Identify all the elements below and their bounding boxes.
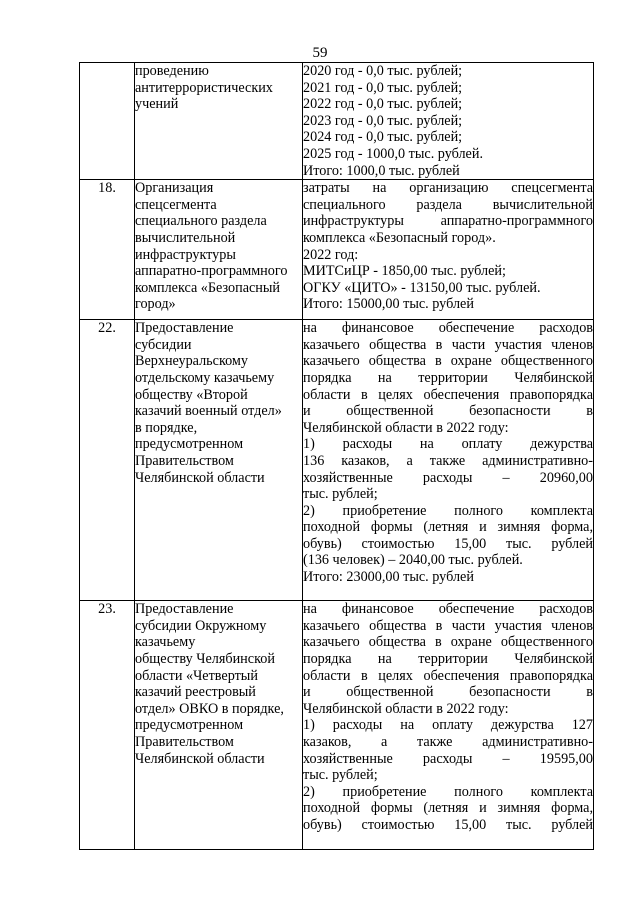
funding-line: порядка на территории Челябинской (303, 369, 593, 386)
funding-line: тыс. рублей; (303, 486, 378, 503)
funding-line: Итого: 23000,00 тыс. рублей (303, 569, 474, 586)
measure-name-line: обществу Челябинской (135, 650, 275, 667)
measure-name-line: Правительством (135, 733, 234, 750)
funding-line: МИТСиЦР - 1850,00 тыс. рублей; (303, 263, 506, 280)
funding-line: походной формы (летняя и зимняя форма, (303, 800, 593, 817)
funding-line: и общественной безопасности в (303, 684, 593, 701)
funding-line: походной формы (летняя и зимняя форма, (303, 519, 593, 536)
measure-name-cell (135, 180, 303, 320)
funding-line: казачьего общества в охране общественного (303, 353, 593, 370)
row-number: 22. (80, 320, 135, 601)
measure-name-line: вычислительной (135, 229, 236, 246)
funding-line: специального раздела вычислительной (303, 196, 593, 213)
funding-line: Челябинской области в 2022 году: (303, 419, 509, 436)
measure-name-line: субсидии (135, 336, 192, 353)
measure-name-line: аппаратно-программного (135, 263, 288, 280)
measure-name-cell (135, 601, 303, 850)
measure-name-cell (135, 320, 303, 601)
measure-name-line: Предоставление (135, 601, 234, 618)
table-row (80, 320, 594, 601)
funding-line: области в целях обеспечения правопорядка (303, 667, 593, 684)
measure-name-line: инфраструктуры (135, 246, 236, 263)
table-row (80, 63, 594, 180)
measure-name-line: учений (135, 96, 179, 113)
funding-line: порядка на территории Челябинской (303, 650, 593, 667)
funding-line: 2022 год: (303, 246, 359, 263)
table-row (80, 601, 594, 850)
funding-line: Итого: 1000,0 тыс. рублей (303, 162, 460, 179)
measure-name-line: город» (135, 296, 176, 313)
funding-line: казаков, а также административно- (303, 733, 593, 750)
funding-line: 2021 год - 0,0 тыс. рублей; (303, 79, 463, 96)
funding-line: хозяйственные расходы – 19595,00 (303, 750, 593, 767)
funding-line: 2023 год - 0,0 тыс. рублей; (303, 112, 463, 129)
page-number: 59 (312, 45, 328, 61)
funding-line: 2020 год - 0,0 тыс. рублей; (303, 63, 463, 79)
measure-name-line: казачьему (135, 634, 196, 651)
funding-description-cell (303, 320, 594, 601)
measure-name-line: специального раздела (135, 213, 267, 230)
measure-name-line: казачий реестровый (135, 684, 256, 701)
row-number (80, 63, 135, 180)
funding-line: ОГКУ «ЦИТО» - 13150,00 тыс. рублей. (303, 279, 541, 296)
row-number: 23. (80, 601, 135, 850)
measure-name-line: предусмотренном (135, 436, 244, 453)
measure-name-line: казачий военный отдел» (135, 403, 282, 420)
measures-table (79, 62, 594, 850)
row-number: 18. (80, 180, 135, 320)
measure-name-line: Челябинской области (135, 469, 265, 486)
funding-line: 2024 год - 0,0 тыс. рублей; (303, 129, 463, 146)
funding-line: хозяйственные расходы – 20960,00 (303, 469, 593, 486)
measure-name-line: в порядке, (135, 419, 198, 436)
funding-line: казачьего общества в части участия членов (303, 336, 593, 353)
measure-name-cell (135, 63, 303, 180)
funding-line: на финансовое обеспечение расходов (303, 601, 593, 618)
funding-line: тыс. рублей; (303, 767, 378, 784)
funding-line: 2025 год - 1000,0 тыс. рублей. (303, 145, 483, 162)
measure-name-line: Предоставление (135, 320, 234, 337)
funding-line: инфраструктуры аппаратно-программного (303, 213, 593, 230)
measure-name-line: субсидии Окружному (135, 617, 267, 634)
funding-line: обувь) стоимостью 15,00 тыс. рублей (303, 816, 593, 833)
measure-name-line: отдел» ОВКО в порядке, (135, 700, 284, 717)
funding-line: 2022 год - 0,0 тыс. рублей; (303, 96, 463, 113)
measure-name-line: обществу «Второй (135, 386, 248, 403)
measure-name-line: проведению (135, 63, 209, 79)
measure-name-line: Челябинской области (135, 750, 265, 767)
funding-line: комплекса «Безопасный город». (303, 229, 496, 246)
table-row (80, 180, 594, 320)
measure-name-line: Правительством (135, 452, 234, 469)
funding-description-cell (303, 180, 594, 320)
funding-line: казачьего общества в охране общественного (303, 634, 593, 651)
funding-line: и общественной безопасности в (303, 403, 593, 420)
funding-description-cell (303, 601, 594, 850)
funding-line: 136 казаков, а также административно- (303, 452, 593, 469)
funding-line: затраты на организацию спецсегмента (303, 180, 593, 197)
funding-line: обувь) стоимостью 15,00 тыс. рублей (303, 535, 593, 552)
measure-name-line: предусмотренном (135, 717, 244, 734)
funding-line: (136 человек) – 2040,00 тыс. рублей. (303, 552, 523, 569)
measure-name-line: спецсегмента (135, 196, 217, 213)
measure-name-line: Верхнеуральскому (135, 353, 249, 370)
funding-line: области в целях обеспечения правопорядка (303, 386, 593, 403)
funding-line: 1) расходы на оплату дежурства 127 (303, 717, 593, 734)
funding-line: 2) приобретение полного комплекта (303, 502, 593, 519)
funding-line: Челябинской области в 2022 году: (303, 700, 509, 717)
funding-line: Итого: 15000,00 тыс. рублей (303, 296, 474, 313)
measure-name-line: антитеррористических (135, 79, 273, 96)
measure-name-line: отдельскому казачьему (135, 369, 275, 386)
measure-name-line: области «Четвертый (135, 667, 258, 684)
funding-line: на финансовое обеспечение расходов (303, 320, 593, 337)
measure-name-line: Организация (135, 180, 214, 197)
funding-line: казачьего общества в части участия членов (303, 617, 593, 634)
funding-line: 2) приобретение полного комплекта (303, 783, 593, 800)
funding-line: 1) расходы на оплату дежурства (303, 436, 593, 453)
funding-description-cell (303, 63, 594, 180)
measure-name-line: комплекса «Безопасный (135, 279, 281, 296)
